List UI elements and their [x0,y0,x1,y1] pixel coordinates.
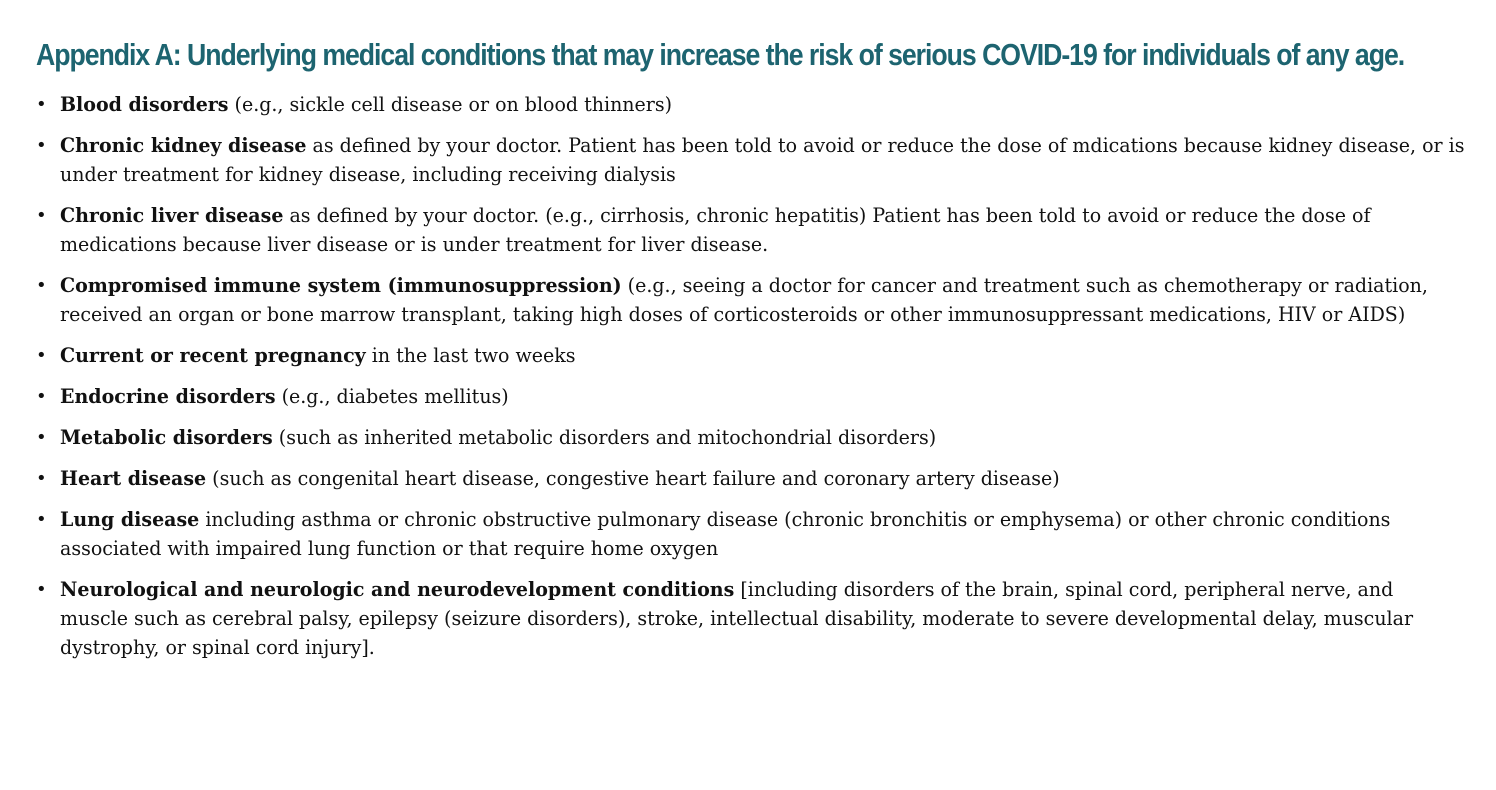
condition-description: including asthma or chronic obstructive pulmonary disease (chronic bronchitis or emphysema) or other chronic conditions associated with impaired lung function or that require home oxygen [60,507,1391,560]
page-title: Appendix A: Underlying medical conditions that may increase the risk of serious COVID-19 for individuals of any age. [36,37,1405,72]
list-item-text [60,382,1466,411]
condition-term: Chronic liver disease [60,203,284,227]
condition-description: (e.g., seeing a doctor for cancer and treatment such as chemotherapy or radiation, received an organ or bone marrow transplant, taking high doses of corticosteroids or other immunosuppressant medications, HIV or AIDS) [60,273,1428,326]
bullet-icon: • [36,427,47,448]
list-item [36,505,1476,563]
list-item-text [60,90,1466,119]
list-item-text [60,423,1466,452]
condition-term: Blood disorders [60,92,229,116]
list-item-text [60,341,1466,370]
list-item [36,201,1476,259]
condition-term: Current or recent pregnancy [60,343,366,367]
bullet-icon: • [36,205,47,226]
list-item [36,90,1476,119]
condition-term: Metabolic disorders [60,425,273,449]
list-item-text [60,271,1466,329]
condition-term: Chronic kidney disease [60,133,307,157]
condition-description: in the last two weeks [365,343,576,367]
list-item-text [60,201,1466,259]
bullet-icon: • [36,509,47,530]
condition-description: [including disorders of the brain, spinal cord, peripheral nerve, and muscle such as cerebral palsy, epilepsy (seizure disorders), stroke, intellectual disability, moderate to severe developmental delay, muscular dystrophy, or spinal cord injury]. [60,577,1414,659]
list-item [36,464,1476,493]
bullet-icon: • [36,579,47,600]
bullet-icon: • [36,468,47,489]
condition-term: Endocrine disorders [60,384,276,408]
condition-description: (such as inherited metabolic disorders and mitochondrial disorders) [272,425,937,449]
conditions-list [36,90,1476,662]
condition-description: (such as congenital heart disease, congestive heart failure and coronary artery disease) [206,466,1060,490]
condition-term: Lung disease [60,507,200,531]
list-item [36,382,1476,411]
list-item-text [60,505,1466,563]
list-item [36,131,1476,189]
list-item-text [60,131,1466,189]
bullet-icon: • [36,275,47,296]
condition-description: (e.g., sickle cell disease or on blood thinners) [228,92,673,116]
list-item [36,271,1476,329]
bullet-icon: • [36,135,47,156]
bullet-icon: • [36,94,47,115]
condition-description: as defined by your doctor. (e.g., cirrhosis, chronic hepatitis) Patient has been told to avoid or reduce the dose of medications because liver disease or is under treatment for liver disease. [60,203,1371,256]
condition-description: as defined by your doctor. Patient has been told to avoid or reduce the dose of mdications because kidney disease, or is under treatment for kidney disease, including receiving dialysis [60,133,1465,186]
list-item [36,575,1476,662]
bullet-icon: • [36,345,47,366]
list-item [36,341,1476,370]
document-page [36,30,1476,674]
list-item-text [60,464,1466,493]
condition-description: (e.g., diabetes mellitus) [275,384,509,408]
condition-term: Heart disease [60,466,207,490]
condition-term: Neurological and neurologic and neurodevelopment conditions [60,577,735,601]
bullet-icon: • [36,386,47,407]
list-item [36,423,1476,452]
list-item-text [60,575,1466,662]
condition-term: Compromised immune system (immunosuppression) [60,273,622,297]
